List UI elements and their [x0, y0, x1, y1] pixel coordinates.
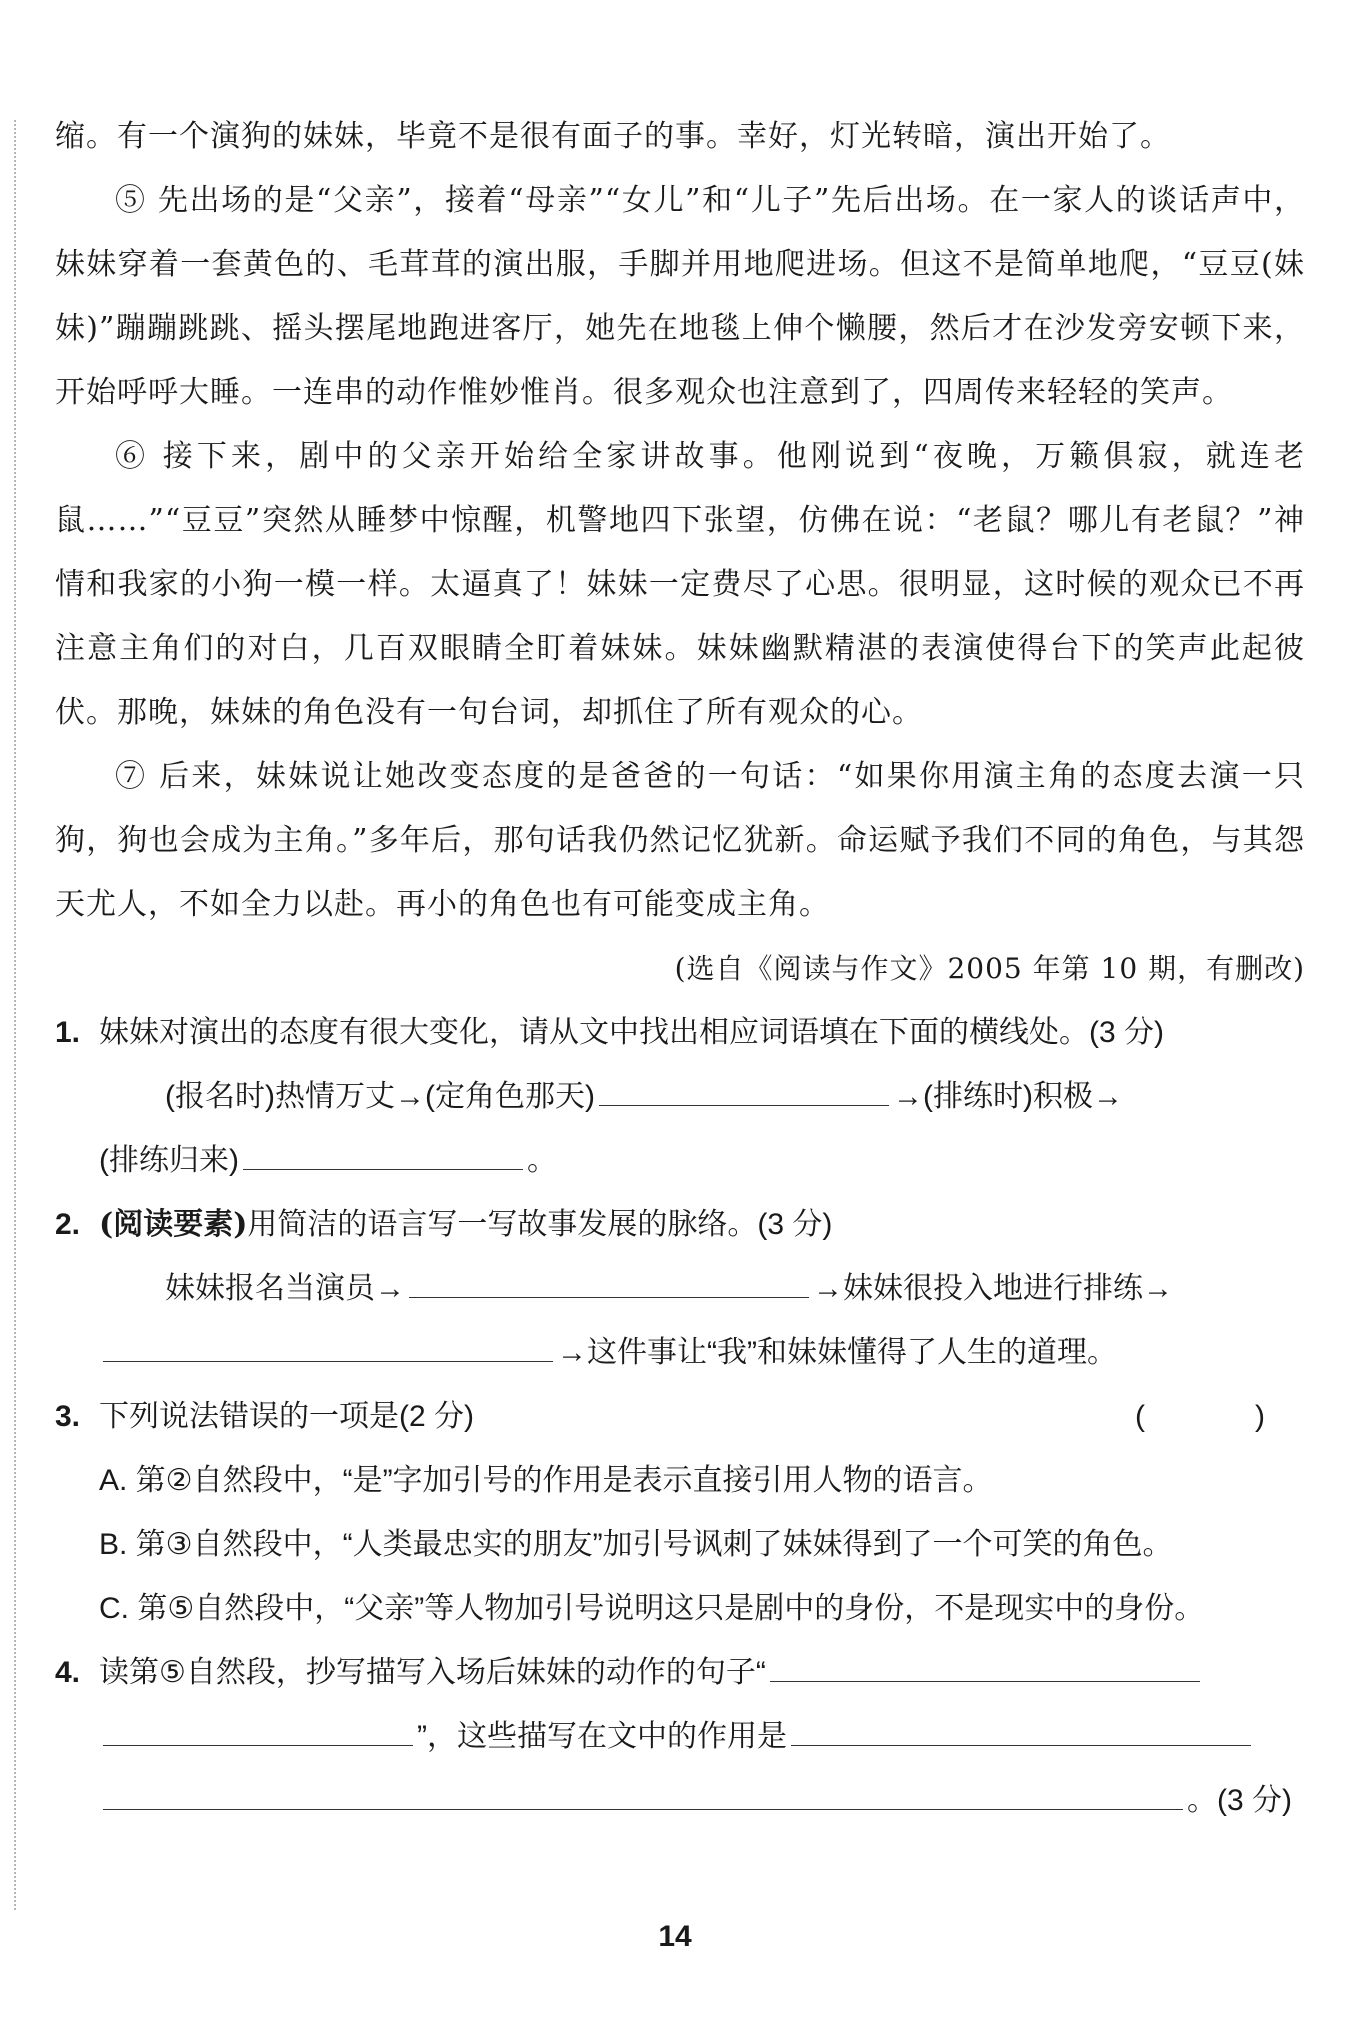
question-stem: 妹妹对演出的态度有很大变化，请从文中找出相应词语填在下面的横线处。(3 分)	[99, 1016, 1164, 1049]
answer-prefix: (报名时)热情万丈→(定角色那天)	[165, 1080, 595, 1113]
answer-blank[interactable]	[599, 1075, 889, 1106]
passage-paragraph-7: ⑦ 后来，妹妹说让她改变态度的是爸爸的一句话：“如果你用演主角的态度去演一只狗，狗也会成为主角。”多年后，那句话我仍然记忆犹新。命运赋予我们不同的角色，与其怨天尤人，不如全力以赴。再小的角色也有可能变成主角。	[55, 759, 1305, 922]
question-2	[55, 1193, 1305, 1385]
answer-suffix: 。	[526, 1144, 557, 1177]
answer-suffix: →妹妹很投入地进行排练→	[813, 1272, 1173, 1305]
answer-suffix: 。(3 分)	[1187, 1784, 1292, 1817]
passage-source: (选自《阅读与作文》2005 年第 10 期，有删改)	[674, 952, 1305, 985]
answer-blank[interactable]	[103, 1331, 553, 1362]
answer-prefix: (排练归来)	[99, 1144, 239, 1177]
answer-parentheses[interactable]: ( )	[1135, 1400, 1305, 1433]
page-content	[55, 105, 1305, 1833]
question-1	[55, 1001, 1305, 1193]
passage-paragraph-continued: 缩。有一个演狗的妹妹，毕竟不是很有面子的事。幸好，灯光转暗，演出开始了。	[55, 119, 1171, 154]
answer-blank[interactable]	[103, 1779, 1183, 1810]
answer-suffix: →(排练时)积极→	[892, 1080, 1123, 1113]
answer-blank[interactable]	[103, 1715, 413, 1746]
question-number: 1.	[55, 1016, 81, 1049]
passage-paragraph-5: ⑤ 先出场的是“父亲”，接着“母亲”“女儿”和“儿子”先后出场。在一家人的谈话声中，妹妹穿着一套黄色的、毛茸茸的演出服，手脚并用地爬进场。但这不是简单地爬，“豆豆(妹妹)”蹦蹦跳跳、摇头摆尾地跑进客厅，她先在地毯上伸个懒腰，然后才在沙发旁安顿下来，开始呼呼大睡。一连串的动作惟妙惟肖。很多观众也注意到了，四周传来轻轻的笑声。	[55, 183, 1305, 410]
binding-margin-line	[14, 120, 16, 1910]
question-4	[55, 1641, 1305, 1833]
option-c[interactable]: C. 第⑤自然段中，“父亲”等人物加引号说明这只是剧中的身份，不是现实中的身份。	[99, 1592, 1205, 1625]
answer-middle: ”，这些描写在文中的作用是	[417, 1720, 787, 1753]
question-stem: 用简洁的语言写一写故事发展的脉络。(3 分)	[247, 1208, 833, 1241]
answer-suffix: →这件事让“我”和妹妹懂得了人生的道理。	[557, 1336, 1117, 1369]
question-number: 4.	[55, 1656, 81, 1689]
option-b[interactable]: B. 第③自然段中，“人类最忠实的朋友”加引号讽刺了妹妹得到了一个可笑的角色。	[99, 1528, 1173, 1561]
answer-blank[interactable]	[243, 1139, 523, 1170]
reading-element-tag: (阅读要素)	[99, 1207, 248, 1242]
question-stem: 下列说法错误的一项是(2 分)	[99, 1400, 474, 1433]
question-number: 3.	[55, 1400, 81, 1433]
page-number: 14	[658, 1920, 692, 1953]
question-number: 2.	[55, 1208, 81, 1241]
option-a[interactable]: A. 第②自然段中，“是”字加引号的作用是表示直接引用人物的语言。	[99, 1464, 993, 1497]
answer-blank[interactable]	[409, 1267, 809, 1298]
passage-paragraph-6: ⑥ 接下来，剧中的父亲开始给全家讲故事。他刚说到“夜晚，万籁俱寂，就连老鼠……”“豆豆”突然从睡梦中惊醒，机警地四下张望，仿佛在说：“老鼠？哪儿有老鼠？”神情和我家的小狗一模一样。太逼真了！妹妹一定费尽了心思。很明显，这时候的观众已不再注意主角们的对白，几百双眼睛全盯着妹妹。妹妹幽默精湛的表演使得台下的笑声此起彼伏。那晚，妹妹的角色没有一句台词，却抓住了所有观众的心。	[55, 439, 1305, 730]
answer-blank[interactable]	[791, 1715, 1251, 1746]
question-stem: 读第⑤自然段，抄写描写入场后妹妹的动作的句子“	[99, 1656, 766, 1689]
answer-blank[interactable]	[770, 1651, 1200, 1682]
question-3	[55, 1385, 1305, 1641]
answer-prefix: 妹妹报名当演员→	[165, 1272, 405, 1305]
